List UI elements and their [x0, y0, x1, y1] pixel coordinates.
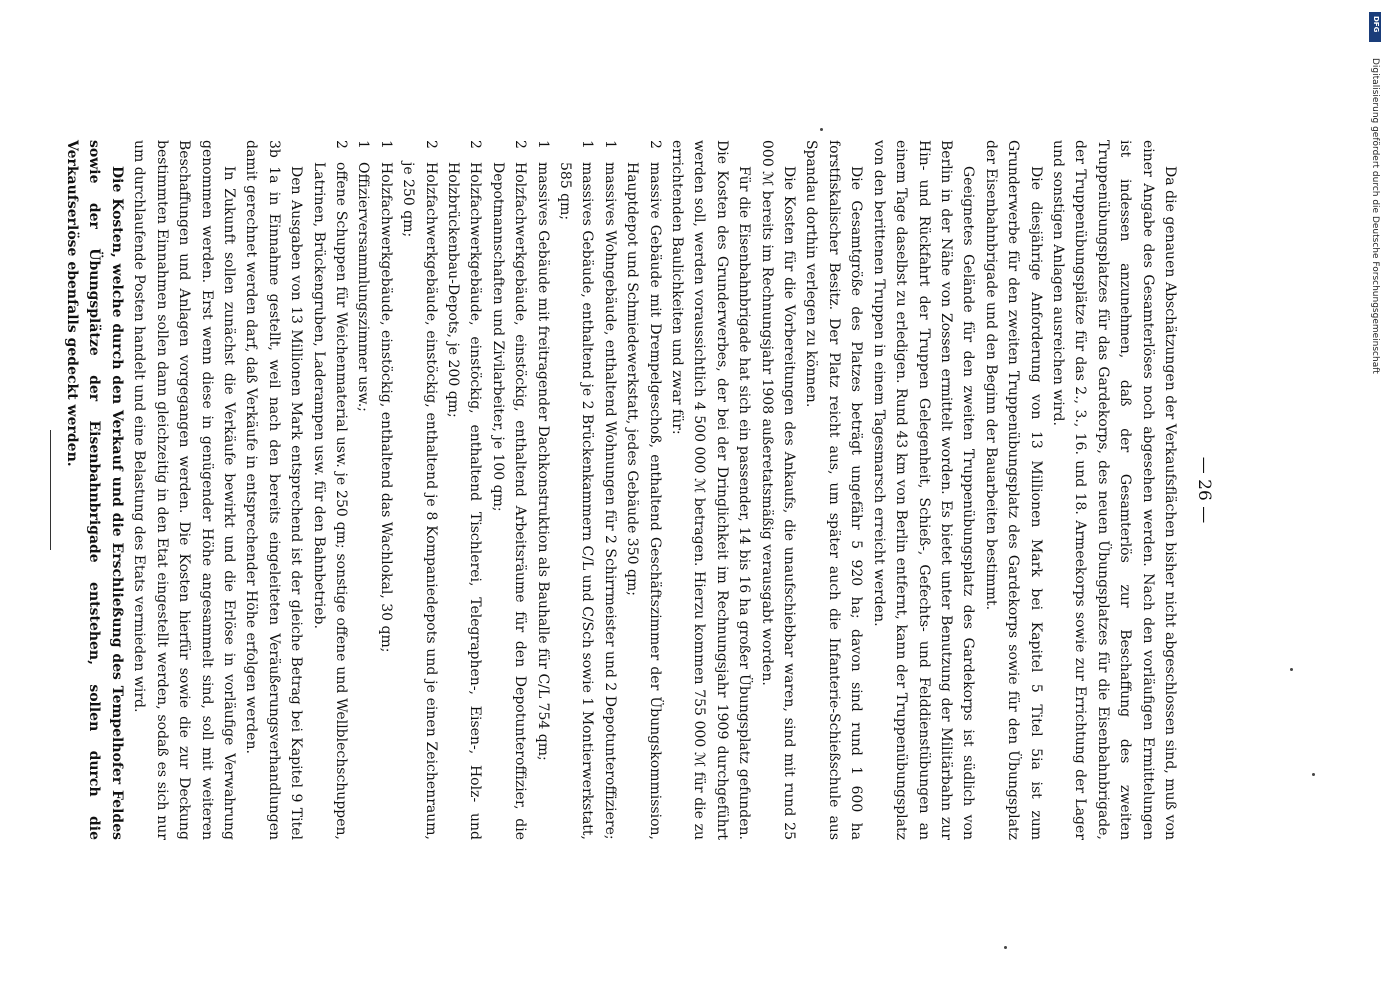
list-item: 1Holzfachwerkgebäude, einstöckig, enthaltend das Wachlokal, 30 qm; — [377, 140, 394, 653]
list-item: 2offene Schuppen für Weichenmaterial usw. je 250 qm; sonstige offene und Wellblechschuppen, Latrinen, Brückengruben, Laderampen usw. für den Bahnbetrieb. — [310, 140, 349, 840]
list-item: 1massives Wohngebäude, enthaltend Wohnungen für 2 Schirrmeister und 2 Depotunteroffiziere; — [601, 140, 618, 840]
paragraph-5: Die Kosten für die Vorbereitungen des Ankaufs, die unaufschiebbar waren, sind mit rund 25 000 ℳ bereits im Rechnungsjahr 1908 außeretatsmäßig verausgabt worden. — [758, 140, 798, 840]
credit-strip — [1367, 8, 1383, 408]
scan-speck — [820, 128, 823, 131]
list-item: 1Offizierversammlungszimmer usw.; — [355, 140, 372, 412]
paragraph-2: Die diesjährige Anforderung von 13 Millionen Mark bei Kapitel 5 Titel 5ia ist zum Grunderwerbe für den zweiten Truppenübungsplatz des Gardekorps sowie für den Übungsplatz der Eisenbahnbrigade und den Beginn der Bauarbeiten bestimmt. — [982, 140, 1044, 840]
scan-speck — [1312, 773, 1315, 776]
dfg-logo: DFG — [1369, 12, 1381, 42]
list-item: 1massives Gebäude, enthaltend je 2 Brückenkammern C/L und C/Sch sowie 1 Montierwerkstatt, 585 qm; — [557, 140, 596, 840]
paragraph-4: Die Gesamtgröße des Platzes beträgt ungefähr 5 920 ha; davon sind rund 1 600 ha forstfiskalischer Besitz. Der Platz reicht aus, um später auch die Infanterie-Schießschule aus Spandau dorthin verlegen zu können. — [803, 140, 865, 840]
list-item: 1massives Gebäude mit freitragender Dachkonstruktion als Bauhalle für C/L 754 qm; — [534, 140, 551, 761]
list-item: 2massive Gebäude mit Drempelgeschoß, enthaltend Geschäftszimmer der Übungskommission, Hauptdepot und Schmiedewerkstatt, jedes Gebäude 350 qm; — [624, 140, 663, 840]
list-item: 2Holzfachwerkgebäude, einstöckig, enthaltend je 8 Kompaniedepots und je einen Zeichenraum, je 250 qm; — [400, 140, 439, 840]
paragraph-8: In Zukunft sollen zunächst die Verkäufe bewirkt und die Erlöse in vorläufige Verwahrung genommen werden. Erst wenn diese in genügender Höhe angesammelt sind, soll mit weiteren Beschaffungen und Anlagen vorgegangen werden. Die Kosten hierfür sowie die zur Deckung bestimmten Einnahmen sollen dann gleichzeitig in den Etat eingestellt werden, sodaß es sich nur um durchlaufende Posten handelt und eine Belastung des Etats vermieden wird. — [131, 140, 237, 840]
paragraph-7: Den Ausgaben von 13 Millionen Mark entsprechend ist der gleiche Betrag bei Kapitel 9 Titel 3b 1a in Einnahme gestellt, weil nach den bereits eingeleiteten Veräußerungsverhandlungen damit gerechnet werden darf, daß Verkäufe in entsprechender Höhe erfolgen werden. — [243, 140, 305, 840]
rotated-text-block — [50, 140, 1215, 840]
credit-text: Digitalisierung gefördert durch die Deutsche Forschungsgemeinschaft — [1370, 58, 1380, 374]
paragraph-6: Für die Eisenbahnbrigade hat sich ein passender, 14 bis 16 ha großer Übungsplatz gefunden. Die Kosten des Grunderwerbes, der bei der Dringlichkeit im Rechnungsjahr 1909 durchgeführt werden soll, werden voraussichtlich 4 500 000 ℳ betragen. Hierzu kommen 755 000 ℳ für die zu errichtenden Baulichkeiten und zwar für: — [669, 140, 753, 840]
closing-rule — [50, 430, 51, 550]
building-list — [307, 140, 666, 840]
list-item: 2Holzfachwerkgebäude, einstöckig, enthaltend Tischlerei, Telegraphen-, Eisen-, Holz- und Holzbrückenbau-Depots, je 200 qm; — [445, 140, 484, 840]
page-number: — 26 — — [1194, 456, 1214, 524]
list-item: 2Holzfachwerkgebäude, einstöckig, enthaltend Arbeitsräume für den Depotunteroffizier, die Depotmannschaften und Zivilarbeiter, je 100 qm; — [489, 140, 529, 840]
paragraph-9: Die Kosten, welche durch den Verkauf und die Erschließung des Tempelhofer Feldes sowie der Übungsplätze der Eisenbahnbrigade entstehen, sollen durch die Verkaufserlöse ebenfalls gedeckt werden. — [64, 140, 125, 840]
scan-speck — [1290, 668, 1293, 671]
paragraph-1: Da die genauen Abschätzungen der Verkaufsflächen bisher nicht abgeschlossen sind, muß von einer Angabe des Gesamterlöses noch abgesehen werden. Nach den vorläufigen Ermittelungen ist indessen anzunehmen, daß der Gesamterlös zur Beschaffung des zweiten Truppenübungsplatzes für das Gardekorps, des neuen Übungsplatzes für die Eisenbahnbrigade, der Truppenübungsplätze für das 2., 3., 16. und 18. Armeekorps sowie zur Errichtung der Lager und sonstigen Anlagen ausreichen wird. — [1049, 140, 1178, 840]
paragraph-3: Geeignetes Gelände für den zweiten Truppenübungsplatz des Gardekorps ist südlich von Berlin in der Nähe von Zossen ermittelt worden. Es bietet unter Benutzung der Militärbahn zur Hin- und Rückfahrt der Truppen Gelegenheit, Schieß-, Gefechts- und Felddienstübungen an einem Tage daselbst zu erledigen. Rund 43 km von Berlin entfernt, kann der Truppenübungsplatz von den berittenen Truppen in einem Tagesmarsch erreicht werden. — [870, 140, 977, 840]
scan-speck — [1004, 946, 1007, 949]
